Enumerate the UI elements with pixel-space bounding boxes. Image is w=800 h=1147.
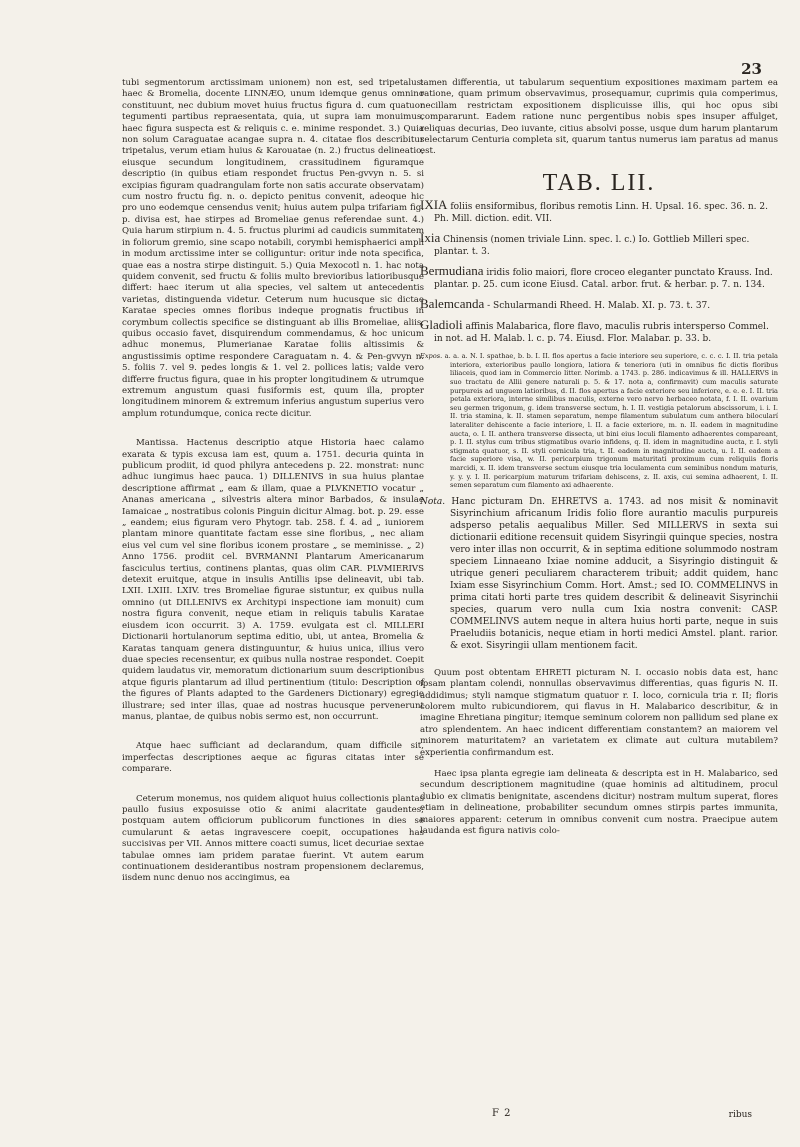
expositio-label: Expos. [420,352,443,361]
entry-head: Ixia [420,230,441,246]
nota-label: Nota. [420,496,446,507]
entry-text: iridis folio maiori, flore croceo eleganter punctato Krauss. Ind. plantar. p. 25. cum icone Eiusd. Catal. arbor. frut. & herbar. p. 7. n. 134. [434,268,773,291]
nota-text: Hanc picturam Dn. EHRETVS a. 1743. ad nos misit & nominavit Sisyrinchium africanum Iridis folio flore aurantio maculis purpureis adsperso petalis aequalibus Miller. Sed MILLERVS in sexta sui dictionarii editione recensuit quidem Sisyringii quinque species, nostra vero inter illas non occurrit, & in septima editione solummodo nostram speciem Linnaeano Ixiae nomine adducit, a Sisyringio distinguit & utrique generi peculiarem characterem tribuit; addit quidem, hanc Ixiam esse Sisyrinchium Comm. Hort. Amst.; sed IO. COMMELINVS in prima citati horti parte tres quidem describit & delineavit Sisyrinchii species, quarum vero nulla cum Ixia nostra convenit: CASP. COMMELINVS autem neque in altera huius horti parte, neque in suis Praeludiis botanicis, neque etiam in horti medici Amstel. plant. rarior. & exot. Sisyringii ullam mentionem facit. [450,496,778,651]
expositio-text: a. a. a. N. I. spathae, b. b. I. II. flos apertus a facie interiore seu superiore, c. c. c. I. II. tria petala interiora, exterioribus paullo longiora, latiora & teneriora (uti in omnibus fic dictis floribus liliaceis, quod iam in Commercio litter. Norimb. a 1743. p. 286. indicavimus & ill. HALLERVS in suo tractatu de Allii genere naturali p. 5. & 17. nota a, confirmavit) cum maculis saturate purpureis ad unguem latioribus, d. II. flos apertus a facie exteriore seu inferiore, e. e. e. I. II. tria petala exteriora, interne similibus maculis, externe vero nervo herbaceo notata, f. I. II. ovarium seu germen trigonum, g. idem transverse sectum, h. I. II. vestigia petalorum abscissorum, i. i. I. II. tria stamina, k. II. stamen separatum, nempe filamentum subulatum cum anthera bilocularí lateraliter dehiscente a facie interiore, l. II. a facie exteriore, m. n. II. eadem in magnitudine aucta, o. I. II. anthera transverse dissecta, ut bini eius loculi filamento adhaerentes compareant, p. I. II. stylus cum tribus stigmatibus ovario infidens, q. II. idem in magnitudine aucta, r. I. styli stigmata quatuor, s. II. styli cornicula tria, t. II. eadem in magnitudine aucta, u. I. II. eadem a facie superiore visa, w. II. pericarpium trigonum maturitati proximum cum reliquiis floris marcidi, x. II. idem transverse sectum eiusque tria loculamenta cum seminibus nondum maturis, y. y. y. I. II. pericarpium maturum trifariam dehiscens, z. II. axis, cui semina adhaerent, I. II. semen separatum cum filamento axi adhaerente. [444,352,778,490]
entry-head: Balemcanda [420,296,485,312]
plate-title: TAB. LII. [542,169,656,196]
left-column [122,78,424,885]
entry-text: foliis ensiformibus, floribus remotis Linn. H. Upsal. 16. spec. 36. n. 2. Ph. Mill. diction. edit. VII. [434,202,768,225]
nota-block [420,496,778,652]
left-paragraph-4: Ceterum monemus, nos quidem aliquot huius collectionis plantas paullo fusius exposuisse otio & animi alacritate gaudentes; postquam autem officiorum publicorum functiones in dies se cumularunt & aetas ingravescere coepit, occupationes has succisivas per VII. Annos mittere coacti sumus, licet decuriae sextae tabulae omnes iam pridem paratae fuerint. Vt autem earum continuationem desiderantibus nostram propensionem declaremus, iisdem nunc denuo nos accingimus, ea [122,793,424,884]
right-paragraph-2: Haec ipsa planta egregie iam delineata & descripta est in H. Malabarico, sed secundum descriptionem magnitudine (quae hominis ad altitudinem, procul dubio ex climatis benignitate, ascendens dicitur) nostram multum superat, flores etiam in delineatione, probabiliter secundum omnes stirpis partes immunita, maiores apparent: ceterum in omnibus convenit cum nostra. Praecipue autem laudanda est figura nativis colo- [420,769,778,837]
entry-head: Gladioli [420,317,463,333]
entry-head: IXIA [420,197,448,213]
left-paragraph-3: Atque haec sufficiant ad declarandum, quam difficile sit, imperfectas descriptiones aeque ac figuras citatas inter se comparare. [122,741,424,775]
left-paragraph-mantissa: Mantissa. Hactenus descriptio atque Historia haec calamo exarata & typis excusa iam est, quum a. 1751. decuria quinta in publicum prodiit, id quod philyra antecedens p. 22. monstrat: nunc adhuc iungimus haec pauca. 1) DILLENIVS in sua huius plantae descriptione affirmat „ eam & illam, quae a PLVKNETIO vocatur „ Ananas americana „ silvestris altera minor Barbados, & insulae Iamaicae „ nostratibus colonis Pinguin dicitur Almag. bot. p. 29. esse „ eandem; eius figuram vero Phytogr. tab. 258. f. 4. ad „ iuniorem plantam minore quantitate factam esse sine floribus, „ nec aliam eius vel cum vel sine floribus iconem prostare „ se meminisse. „ 2) Anno 1756. prodiit cel. BVRMANNI Plantarum Americanarum fasciculus tertius, continens plantas, quas olim CAR. PLVMIERIVS detexit eruitque, atque in insulis Antillis ipse delineavit, ubi tab. LXII. LXIII. LXIV. tres Bromeliae figurae sistuntur, ex quibus nulla omnino (ut DILLENIVS ex Architypi inspectione iam monuit) cum nostra figura convenit, neque etiam in reliquis tabulis Karatae eiusdem icon occurrit. 3) A. 1759. evulgata est cl. MILLERI Dictionarii hortulanorum septima editio, ubi, ut antea, Bromelia & Karatas tanquam genera distinguuntur, & huius unica, illius vero duae species recensentur, ex quibus nulla nostrae respondet. Coepit quidem laudatus vir, memoratum dictionarium suum descriptionibus atque figuris plantarum ad illud pertinentium (titulo: Description of the figures of Plants adapted to the Gardeners Dictionary) egregie illustrare; sed inter illas, quae ad nostras hucusque pervenerunt manus, plantae, de quibus nobis sermo est, non occurrunt. [122,438,424,722]
entry-text: Chinensis (nomen triviale Linn. spec. l. c.) Io. Gottlieb Milleri spec. plantar. t. 3. [434,235,750,258]
right-column [420,78,778,837]
synonym-entry [420,319,778,345]
right-intro: tamen differentia, ut tabularum sequentium expositiones maximam partem ea ratione, quam primum observavimus, prosequamur, cuprimis quia comperimus, necillam restrictam expositionem displicuisse illis, qui hoc opus sibi compararunt. Eadem ratione nunc pergentibus nobis spes insuper affulget, reliquas decurias, Deo iuvante, citius absolvi posse, usque dum harum plantarum selectarum Centuria completa sit, quarum tantus numerus iam paratus ad manus est. [420,78,778,157]
entry-head: Bermudiana [420,263,484,279]
entry-text: - Schularmandi Rheed. H. Malab. XI. p. 73. t. 37. [487,301,711,312]
catchword: ribus [728,1110,752,1120]
synonym-entry [420,199,778,225]
signature-mark: F 2 [492,1108,512,1119]
entry-text: affinis Malabarica, flore flavo, maculis rubris interspersо Commel. in not. ad H. Malab. l. c. p. 74. Eiusd. Flor. Malabar. p. 33. b. [434,322,769,345]
synonym-entry [420,298,778,312]
page-number: 23 [741,60,762,78]
synonym-entry [420,265,778,291]
expositio-block [420,352,778,490]
synonym-entry [420,232,778,258]
right-paragraph-1: Quum post obtentam EHRETI picturam N. I. occasio nobis data est, hanc ipsam plantam colendi, nonnullas observavimus differentias, quas figuris N. II. addidimus; styli namque stigmatum quatuor r. I. loco, cornicula tria r. II; floris colorem multo rubicundiorem, qui flavus in H. Malabarico describitur, & in imagine Ehretiana pingitur; itemque seminum colorem non pallidum sed plane ex atro splendentem. An haec indicent differentiam constantem? an maiorem vel minorem maturitatem? an varietatem ex climate aut cultura mutabilem? experientia confirmandum est. [420,667,778,758]
left-paragraph-1: tubi segmentorum arctissimam unionem) non est, sed tripetalus: haec & Bromelia, docente LINNÆO, unum idemque genus omnino constituunt, nec dubium movet huius fructus figura d. cum quatuor tegumenti partibus repraesentata, quia, ut supra iam monuimus, haec figura suspecta est & reliquis c. e. minime respondet. 3.) Quia non solum Caraguatae acangae supra n. 4. citatae flos describitur tripetalus, verum etiam huius & Karouatae (n. 2.) fructus delineatio, eiusque secundum longitudinem, crassitudinem figuramque descriptio (in quibus etiam respondet fructus Pen-gvvyn n. 5. si excipias figuram quadrangulam forte non satis accurate observatam) cum nostro fructu fig. n. o. depicto penitus convenit, adeoque hic pro uno eodemque censendus venit; huius autem pulpa trifariam fig. p. divisa est, hae stirpes ad Bromeliae genus referendae sunt. 4.) Quia harum stirpium n. 4. 5. fructus plurimi ad caudicis summitatem in foliorum gremio, sine scapo notabili, corymbi hemisphaerici ampli in modum arctissime inter se colliguntur: oritur inde nota specifica, quae eas a nostra stirpe distinguit. 5.) Quia Mexocotl n. 1. hac nota quidem convenit, sed fructu & foliis multo brevioribus latioribusque differt: haec iterum ut alia species, vel saltem ut antecedentis varietas, distinguenda videtur. Ceterum num hucusque sic dictae Karatae species omnes floribus indeque prognatis fructibus in corymbum collectis specifice se distinguant ab illis Bromeliae, aliis, quibus occasio favet, disquirendum commendamus, & hoc unicum adhuc monemus, Plumerianae Karatae foliis altissimis & angustissimis optime respondere Caraguatam n. 4. & Pen-gvvyn n. 5. foliis 7. vel 9. pedes longis & 1. vel 2. pollices latis; valde vero differre fructus figura, quae in his propter longitudinem & utrumque extremum angustum quasi fusiformis est, quum illa, propter longitudinem minorem & extremum inferius angustum superius vero amplum rotundumque, conica recte dicitur. [122,78,424,419]
